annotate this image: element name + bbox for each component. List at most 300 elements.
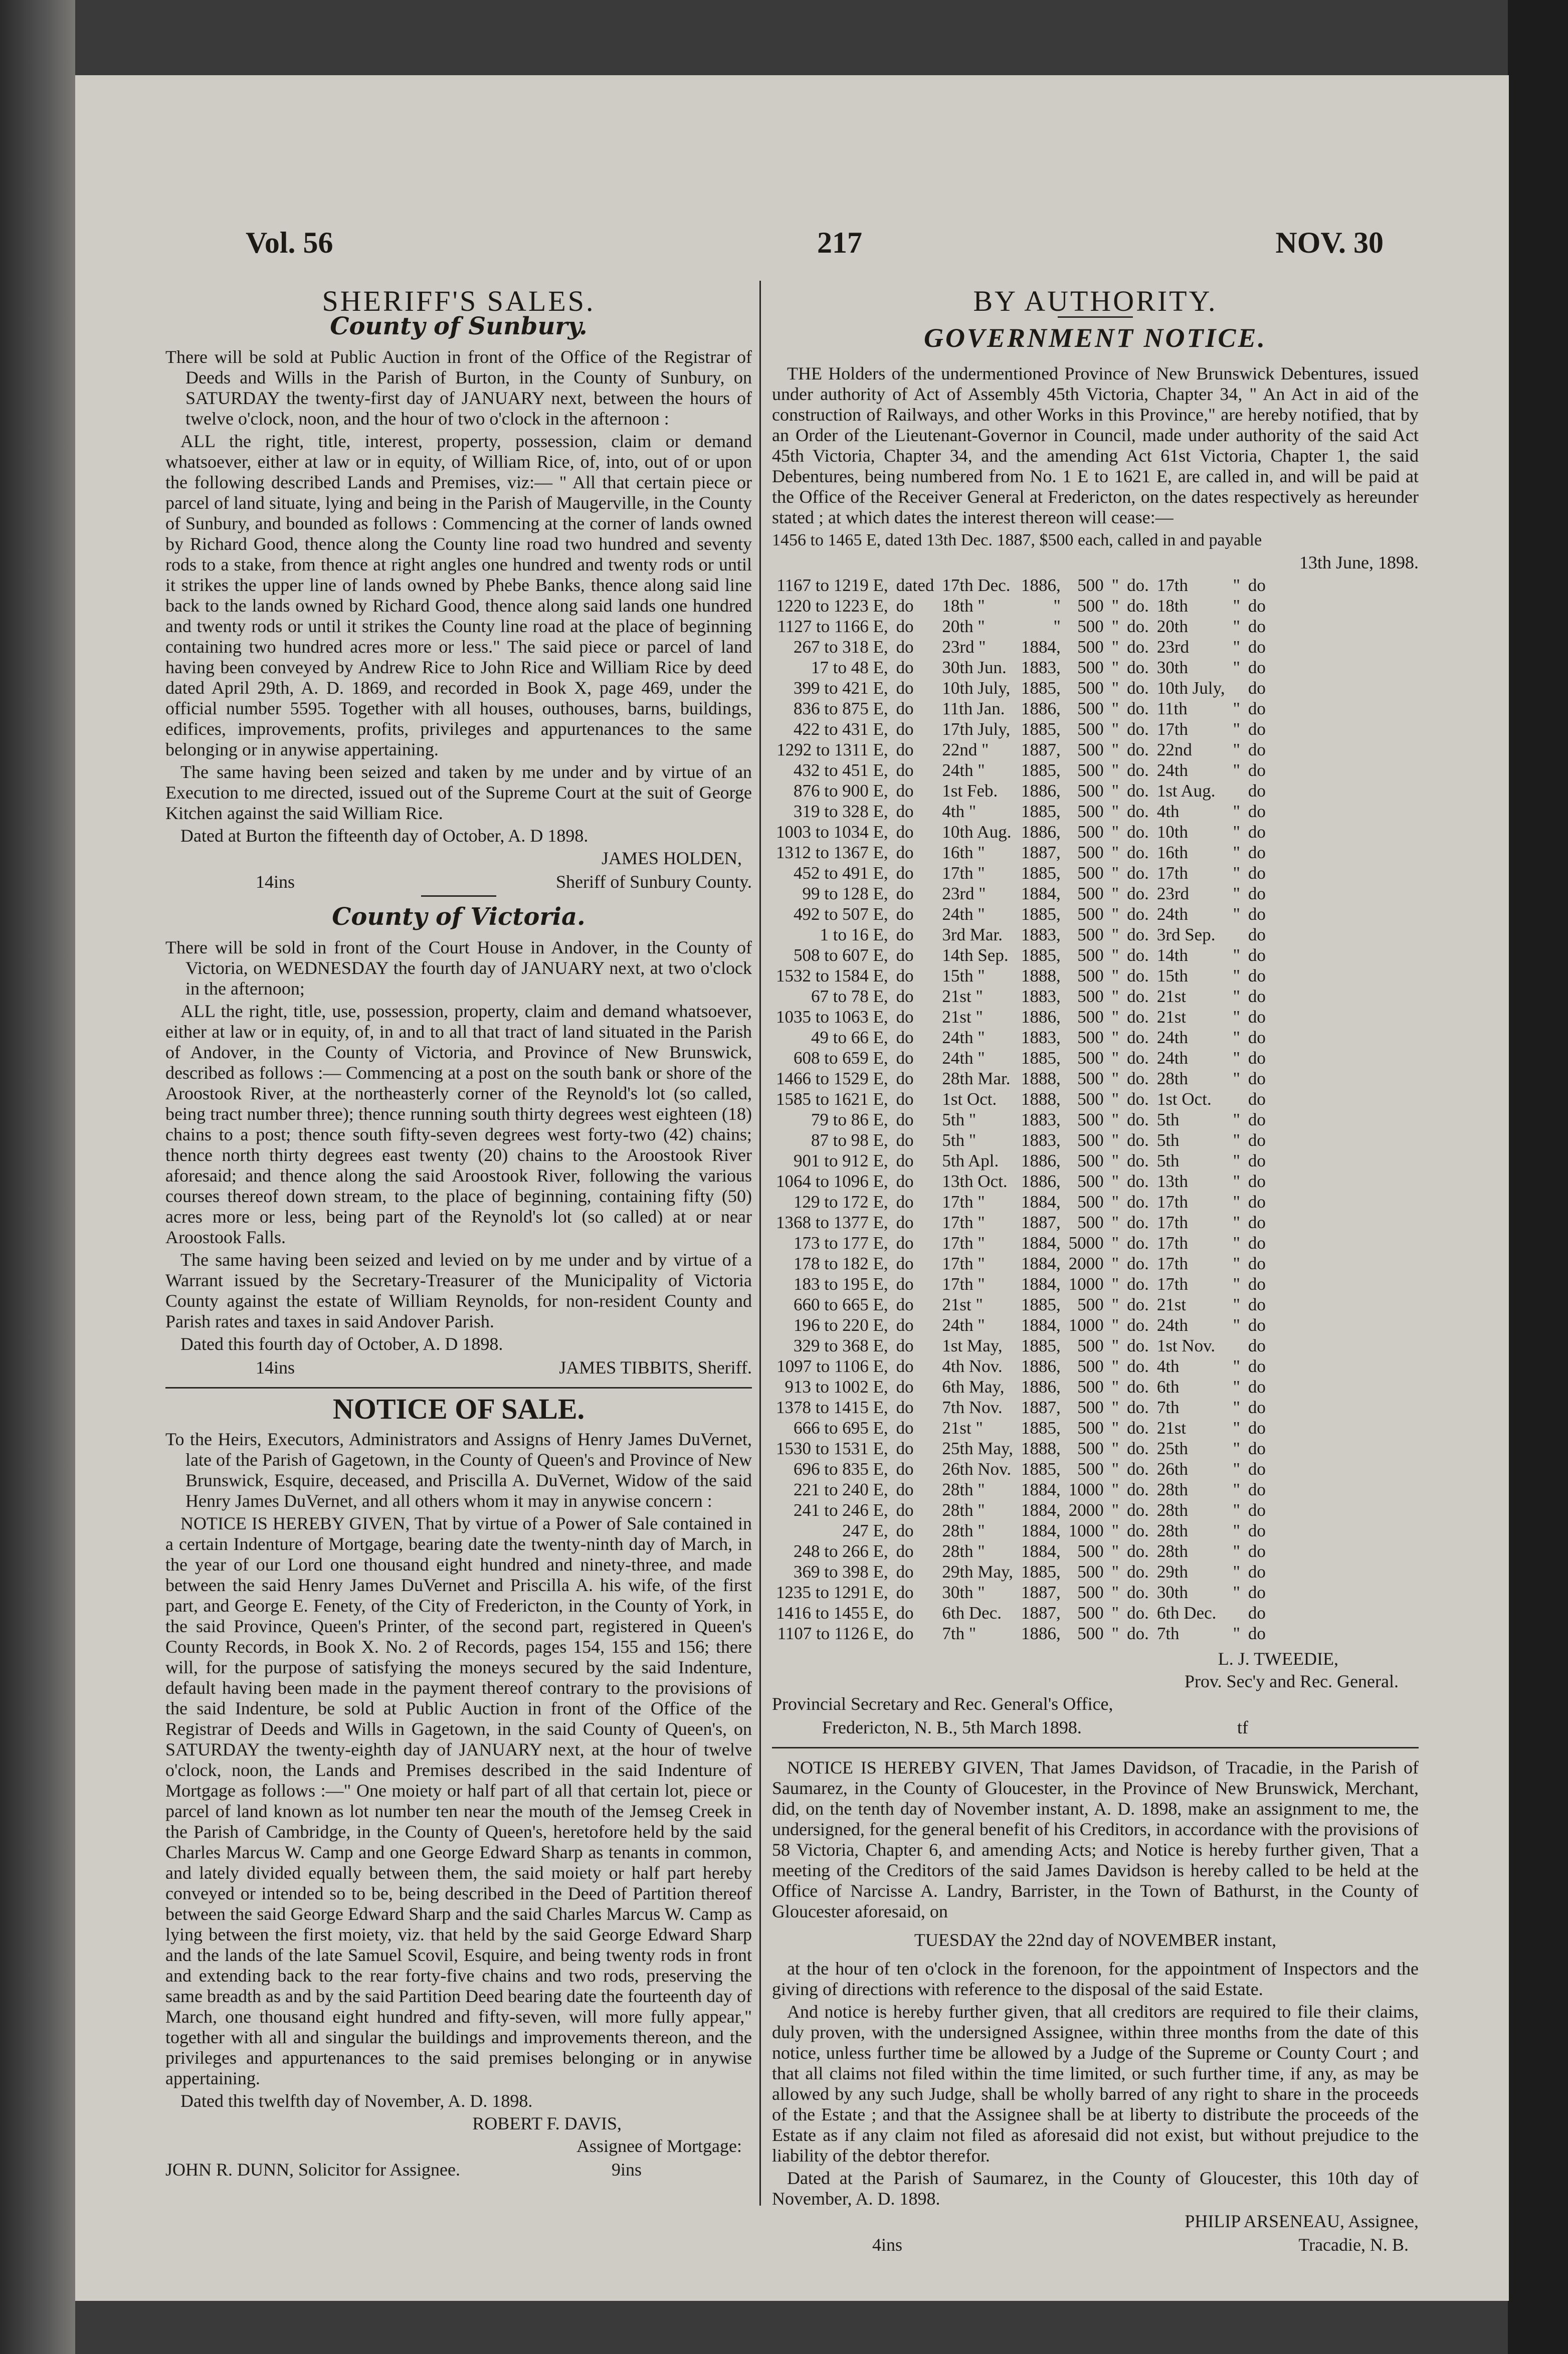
debenture-cell: 1885, <box>1021 1048 1061 1068</box>
debenture-cell: do. <box>1127 1500 1149 1520</box>
debenture-cell: do <box>896 822 914 842</box>
notice-of-sale-ins: 9ins <box>611 2160 642 2180</box>
debenture-cell: 21st " <box>942 1418 983 1438</box>
debenture-cell: 23rd " <box>942 884 986 903</box>
debenture-cell: 22nd <box>1156 740 1192 759</box>
debenture-cell: 1466 to 1529 E, <box>776 1069 888 1088</box>
debenture-row <box>772 596 1270 616</box>
debenture-cell: " <box>1111 1171 1119 1191</box>
debenture-cell: 79 to 86 E, <box>811 1110 888 1129</box>
debenture-row <box>772 1130 1270 1150</box>
debenture-cell: 876 to 900 E, <box>794 781 888 801</box>
debenture-cell: 1883, <box>1021 1130 1061 1150</box>
debenture-cell: " <box>1111 1110 1119 1129</box>
office-line-1: Provincial Secretary and Rec. General's Office, <box>772 1694 1113 1714</box>
debenture-row <box>772 1212 1270 1233</box>
debenture-cell: do. <box>1127 843 1149 862</box>
debenture-cell: 24th " <box>942 760 985 780</box>
debenture-cell: " <box>1233 1069 1240 1088</box>
debenture-cell: 24th " <box>942 1315 985 1335</box>
debenture-cell: " <box>1111 1295 1119 1314</box>
debenture-cell: do <box>1248 843 1266 862</box>
debenture-cell: do <box>1248 678 1266 698</box>
debenture-cell: 24th <box>1156 1048 1189 1068</box>
debenture-row <box>772 1459 1270 1479</box>
debenture-cell: do <box>896 1480 914 1499</box>
debenture-cell: " <box>1233 617 1240 636</box>
davis-title: Assignee of Mortgage: <box>576 2136 742 2156</box>
debenture-cell: " <box>1111 1418 1119 1438</box>
debenture-row <box>772 924 1270 945</box>
debenture-cell: 29th May, <box>942 1562 1014 1582</box>
debenture-cell: 13th <box>1156 1171 1189 1191</box>
debenture-cell: do <box>896 781 914 801</box>
debenture-cell: 25th <box>1156 1439 1189 1458</box>
debenture-cell: " <box>1233 1028 1240 1047</box>
debenture-cell: 21st <box>1156 987 1187 1006</box>
debenture-row <box>772 1233 1270 1253</box>
debenture-cell: " <box>1233 1213 1240 1232</box>
debenture-cell: 1885, <box>1021 678 1061 698</box>
debenture-cell: 28th " <box>942 1521 985 1540</box>
debenture-cell: 500 <box>1077 637 1104 657</box>
debenture-cell: 500 <box>1077 1439 1104 1458</box>
debenture-cell: do. <box>1127 1603 1149 1623</box>
debenture-cell: do. <box>1127 1028 1149 1047</box>
debenture-cell: 500 <box>1077 1171 1104 1191</box>
debenture-cell: do <box>896 1562 914 1582</box>
debenture-cell: 7th Nov. <box>942 1398 1003 1417</box>
debenture-cell: 20th " <box>942 617 985 636</box>
debenture-cell: 20th <box>1156 617 1189 636</box>
debenture-cell: 608 to 659 E, <box>794 1048 888 1068</box>
debenture-cell: 1884, <box>1021 1315 1061 1335</box>
debenture-cell: do <box>896 719 914 739</box>
debenture-row <box>772 965 1270 986</box>
debenture-cell: do <box>1248 1110 1266 1129</box>
debenture-cell: 17th <box>1156 575 1189 595</box>
debenture-cell: do. <box>1127 925 1149 944</box>
debenture-cell: " <box>1111 781 1119 801</box>
by-authority-title: BY AUTHORITY. <box>973 285 1218 317</box>
debenture-cell: 1885, <box>1021 760 1061 780</box>
debenture-cell: do <box>896 1048 914 1068</box>
debenture-row <box>772 986 1270 1007</box>
debenture-row <box>772 739 1270 760</box>
debenture-cell: 660 to 665 E, <box>794 1295 888 1314</box>
debenture-cell: 1530 to 1531 E, <box>776 1439 888 1458</box>
debenture-cell: do <box>1248 1418 1266 1438</box>
debenture-cell: " <box>1233 1048 1240 1068</box>
debenture-row <box>772 698 1270 719</box>
debenture-cell: " <box>1111 925 1119 944</box>
debenture-cell: " <box>1111 822 1119 842</box>
debenture-cell: " <box>1111 1274 1119 1294</box>
debenture-cell: " <box>1233 1418 1240 1438</box>
debenture-cell: 24th <box>1156 1315 1189 1335</box>
debenture-cell: 452 to 491 E, <box>794 863 888 883</box>
page-number: 217 <box>817 226 862 259</box>
debenture-cell: do. <box>1127 781 1149 801</box>
debenture-cell: 21st " <box>942 1295 983 1314</box>
debenture-cell: 500 <box>1077 1336 1104 1355</box>
davidson-dated: Dated at the Parish of Saumarez, in the County of Gloucester, this 10th day of November, A. D. 1898. <box>772 2168 1419 2209</box>
debenture-row <box>772 883 1270 904</box>
debenture-cell: 500 <box>1077 1048 1104 1068</box>
debenture-cell: 1220 to 1223 E, <box>776 596 888 616</box>
debenture-cell: do <box>896 596 914 616</box>
debenture-cell: do <box>1248 1295 1266 1314</box>
debenture-cell: 913 to 1002 E, <box>785 1377 888 1397</box>
debenture-cell: do <box>1248 904 1266 924</box>
debenture-cell: 1292 to 1311 E, <box>776 740 888 759</box>
debenture-cell: " <box>1233 1624 1240 1643</box>
debenture-cell: do. <box>1127 987 1149 1006</box>
debenture-cell: 1884, <box>1021 1500 1061 1520</box>
debenture-cell: " <box>1111 1398 1119 1417</box>
left-column <box>165 276 762 2256</box>
debenture-cell: 28th <box>1156 1480 1189 1499</box>
debenture-cell: " <box>1111 1336 1119 1355</box>
debenture-cell: " <box>1111 678 1119 698</box>
debenture-cell: " <box>1111 575 1119 595</box>
debenture-cell: do. <box>1127 719 1149 739</box>
sunbury-signoff <box>165 872 752 892</box>
debenture-cell: " <box>1053 617 1061 636</box>
debenture-row <box>772 863 1270 883</box>
debenture-cell: 500 <box>1077 966 1104 986</box>
debenture-cell: " <box>1111 596 1119 616</box>
debenture-cell: " <box>1233 1295 1240 1314</box>
debenture-cell: 1167 to 1219 E, <box>776 575 888 595</box>
debenture-row <box>772 1192 1270 1212</box>
debenture-cell: do <box>1248 1562 1266 1582</box>
debenture-cell: 500 <box>1077 1398 1104 1417</box>
debenture-cell: 500 <box>1077 1603 1104 1623</box>
debenture-row <box>772 1438 1270 1459</box>
debenture-cell: 1885, <box>1021 1336 1061 1355</box>
debenture-cell: do. <box>1127 1377 1149 1397</box>
debenture-cell: 3rd Mar. <box>942 925 1003 944</box>
debenture-cell: do <box>896 1439 914 1458</box>
debenture-cell: " <box>1233 1480 1240 1499</box>
debenture-cell: " <box>1233 822 1240 842</box>
debenture-cell: 508 to 607 E, <box>794 945 888 965</box>
debenture-cell: do. <box>1127 1583 1149 1602</box>
debenture-cell: do <box>896 802 914 821</box>
debenture-cell: do <box>1248 719 1266 739</box>
debenture-cell: do. <box>1127 575 1149 595</box>
debenture-cell: 2000 <box>1068 1500 1104 1520</box>
debenture-cell: 21st " <box>942 987 983 1006</box>
debenture-cell: 6th Dec. <box>1156 1603 1217 1623</box>
debenture-cell: 1885, <box>1021 1295 1061 1314</box>
tweedie-signature: L. J. TWEEDIE, <box>1218 1649 1338 1669</box>
debenture-row <box>772 1274 1270 1294</box>
debenture-cell: do <box>896 1624 914 1643</box>
debenture-row <box>772 719 1270 739</box>
debenture-cell: do. <box>1127 863 1149 883</box>
debenture-row <box>772 1109 1270 1130</box>
scan-edge <box>1508 0 1568 2354</box>
debenture-cell: " <box>1233 719 1240 739</box>
debenture-cell: 1884, <box>1021 1480 1061 1499</box>
debenture-cell: do <box>1248 1171 1266 1191</box>
debenture-cell: 17th " <box>942 863 985 883</box>
debenture-cell: do <box>1248 1028 1266 1047</box>
debenture-cell: " <box>1053 596 1061 616</box>
debenture-cell: " <box>1111 1459 1119 1479</box>
debenture-cell: " <box>1111 1624 1119 1643</box>
notice-of-sale-heading: NOTICE OF SALE. <box>332 1393 585 1425</box>
office-tf: tf <box>1237 1717 1248 1737</box>
debenture-row <box>772 1315 1270 1335</box>
debenture-cell: 500 <box>1077 945 1104 965</box>
debenture-row <box>772 1150 1270 1171</box>
debenture-cell: do <box>896 1500 914 1520</box>
debenture-cell: 17th <box>1156 1213 1189 1232</box>
debenture-cell: 500 <box>1077 1541 1104 1561</box>
davidson-claims: And notice is hereby further given, that all creditors are required to file their claims, duly proven, with the undersigned Assignee, within three months from the date of this notice, unless further time be allowed by a Judge of the Supreme or County Court ; and that all claims not filed within the time limited, or such further time, if any, as may be allowed by any such Judge, shall be wholly barred of any right to share in the proceeds of the Estate ; and that the Assignee shall be at liberty to distribute the proceeds of the Estate as if any claim not filed as aforesaid did not exist, but without prejudice to the liability of the debtor therefor. <box>772 2002 1419 2166</box>
debenture-cell: do <box>896 1192 914 1212</box>
debenture-cell: do <box>896 1233 914 1253</box>
debenture-cell: " <box>1233 1007 1240 1027</box>
debenture-cell: " <box>1111 1377 1119 1397</box>
debenture-cell: 17th July, <box>942 719 1011 739</box>
debenture-row <box>772 1253 1270 1274</box>
sunbury-signature: JAMES HOLDEN, <box>601 848 742 868</box>
debenture-row <box>772 1027 1270 1048</box>
debenture-cell: " <box>1233 1398 1240 1417</box>
debenture-cell: 1887, <box>1021 1583 1061 1602</box>
debenture-cell: do <box>1248 575 1266 595</box>
debenture-cell: 87 to 98 E, <box>811 1130 888 1150</box>
debenture-cell: do <box>896 1459 914 1479</box>
debenture-cell: do <box>1248 699 1266 718</box>
debenture-cell: 221 to 240 E, <box>794 1480 888 1499</box>
debenture-cell: 17th " <box>942 1192 985 1212</box>
debenture-cell: do <box>896 760 914 780</box>
debenture-cell: 500 <box>1077 781 1104 801</box>
debenture-cell: 17th <box>1156 863 1189 883</box>
tweedie-title: Prov. Sec'y and Rec. General. <box>1184 1671 1399 1691</box>
debenture-cell: do. <box>1127 1171 1149 1191</box>
debenture-cell: 30th <box>1156 658 1189 677</box>
debenture-cell: do <box>896 617 914 636</box>
debenture-table <box>772 575 1270 1644</box>
debenture-cell: " <box>1111 658 1119 677</box>
debenture-cell: 67 to 78 E, <box>811 987 888 1006</box>
debenture-cell: 6th <box>1156 1377 1180 1397</box>
debenture-cell: 329 to 368 E, <box>794 1336 888 1355</box>
debenture-cell: " <box>1111 1562 1119 1582</box>
debenture-cell: " <box>1111 1028 1119 1047</box>
debenture-cell: 500 <box>1077 1562 1104 1582</box>
debenture-cell: 1884, <box>1021 1192 1061 1212</box>
debenture-row <box>772 575 1270 596</box>
debenture-cell: " <box>1111 1048 1119 1068</box>
debenture-cell: 17th " <box>942 1233 985 1253</box>
debenture-cell: do <box>896 1295 914 1314</box>
debenture-row <box>772 1541 1270 1561</box>
debenture-cell: do. <box>1127 1151 1149 1170</box>
debenture-cell: 1003 to 1034 E, <box>776 822 888 842</box>
debenture-cell: do <box>1248 596 1266 616</box>
debenture-cell: 247 E, <box>842 1521 888 1540</box>
page-header <box>165 226 1414 276</box>
debenture-cell: 5th <box>1156 1151 1180 1170</box>
debenture-cell: do. <box>1127 1295 1149 1314</box>
debenture-row <box>772 780 1270 801</box>
debenture-cell: do. <box>1127 760 1149 780</box>
debenture-cell: do. <box>1127 1192 1149 1212</box>
debenture-cell: 17th " <box>942 1274 985 1294</box>
debenture-cell: 1886, <box>1021 575 1061 595</box>
debenture-row <box>772 616 1270 637</box>
debenture-cell: 1884, <box>1021 1274 1061 1294</box>
debenture-cell: 500 <box>1077 1377 1104 1397</box>
debenture-cell: do. <box>1127 904 1149 924</box>
debenture-cell: do <box>896 678 914 698</box>
arseneau-signature: PHILIP ARSENEAU, Assignee, <box>1185 2211 1419 2231</box>
debenture-cell: 500 <box>1077 884 1104 903</box>
debenture-cell <box>1229 924 1244 945</box>
debenture-cell: 28th <box>1156 1069 1189 1088</box>
debenture-cell: 22nd " <box>942 740 989 759</box>
debenture-row <box>772 760 1270 780</box>
debenture-cell: do <box>1248 740 1266 759</box>
debenture-cell: 28th Mar. <box>942 1069 1011 1088</box>
debenture-cell: do. <box>1127 822 1149 842</box>
debenture-cell: " <box>1233 1500 1240 1520</box>
debenture-cell: 21st <box>1156 1418 1187 1438</box>
debenture-cell: 17th Dec. <box>942 575 1011 595</box>
debenture-cell: 399 to 421 E, <box>794 678 888 698</box>
debenture-cell: 1312 to 1367 E, <box>776 843 888 862</box>
debenture-cell: do <box>896 1007 914 1027</box>
debenture-cell: 1885, <box>1021 1459 1061 1479</box>
debenture-cell: " <box>1233 945 1240 965</box>
debenture-first-date: 13th June, 1898. <box>1299 552 1419 572</box>
debenture-cell: do <box>896 1356 914 1376</box>
debenture-cell: 500 <box>1077 699 1104 718</box>
debenture-cell: 1885, <box>1021 904 1061 924</box>
debenture-row <box>772 1603 1270 1623</box>
office-line-2-row <box>772 1717 1419 1738</box>
debenture-cell: do <box>896 1377 914 1397</box>
debenture-cell: " <box>1233 740 1240 759</box>
debenture-cell: 500 <box>1077 1192 1104 1212</box>
debenture-cell: do <box>1248 1624 1266 1643</box>
debenture-cell: 1883, <box>1021 987 1061 1006</box>
debenture-cell: " <box>1233 1130 1240 1150</box>
debenture-cell: 49 to 66 E, <box>811 1028 888 1047</box>
victoria-intro: There will be sold in front of the Court House in Andover, in the County of Victoria, on WEDNESDAY the fourth day of JANUARY next, at two o'clock in the afternoon; <box>165 937 752 999</box>
debenture-cell: 21st " <box>942 1007 983 1027</box>
debenture-cell: do. <box>1127 802 1149 821</box>
debenture-cell: 23rd <box>1156 884 1189 903</box>
notice-of-sale-dated: Dated this twelfth day of November, A. D. 1898. <box>180 2091 533 2111</box>
debenture-cell: do. <box>1127 658 1149 677</box>
victoria-heading: County of Victoria. <box>332 903 585 931</box>
sunbury-ins: 14ins <box>256 872 295 892</box>
debenture-cell: " <box>1233 1541 1240 1561</box>
debenture-cell: " <box>1111 945 1119 965</box>
debenture-cell: " <box>1111 1521 1119 1540</box>
debenture-cell: 24th " <box>942 1028 985 1047</box>
debenture-cell: " <box>1111 1233 1119 1253</box>
debenture-cell: do <box>1248 987 1266 1006</box>
debenture-cell: 5000 <box>1068 1233 1104 1253</box>
debenture-cell: do. <box>1127 1624 1149 1643</box>
arseneau-place: Tracadie, N. B. <box>1298 2235 1409 2255</box>
debenture-cell: do <box>1248 1439 1266 1458</box>
debenture-cell: " <box>1111 1130 1119 1150</box>
debenture-row <box>772 904 1270 924</box>
debenture-cell: 500 <box>1077 904 1104 924</box>
debenture-cell: do. <box>1127 1459 1149 1479</box>
debenture-row <box>772 1561 1270 1582</box>
debenture-cell: do <box>1248 1377 1266 1397</box>
debenture-cell: do <box>896 1028 914 1047</box>
debenture-cell: 15th " <box>942 966 985 986</box>
davidson-ins: 4ins <box>872 2235 903 2255</box>
debenture-cell: " <box>1111 802 1119 821</box>
sunbury-sheriff-title: Sheriff of Sunbury County. <box>556 872 752 892</box>
debenture-cell: 26th Nov. <box>942 1459 1012 1479</box>
debenture-cell: do <box>896 740 914 759</box>
debenture-cell: 14th Sep. <box>942 945 1009 965</box>
issue-date: NOV. 30 <box>1275 226 1384 259</box>
debenture-cell: 1064 to 1096 E, <box>776 1171 888 1191</box>
debenture-cell: " <box>1111 1151 1119 1170</box>
debenture-cell: 17th " <box>942 1213 985 1232</box>
debenture-cell: 10th Aug. <box>942 822 1012 842</box>
debenture-cell: 26th <box>1156 1459 1189 1479</box>
debenture-cell: " <box>1111 1007 1119 1027</box>
debenture-cell: 28th <box>1156 1541 1189 1561</box>
debenture-cell: 500 <box>1077 1356 1104 1376</box>
debenture-cell: do <box>896 1603 914 1623</box>
debenture-cell: 241 to 246 E, <box>794 1500 888 1520</box>
debenture-cell: do. <box>1127 1315 1149 1335</box>
debenture-cell: 500 <box>1077 1007 1104 1027</box>
debenture-cell: " <box>1111 904 1119 924</box>
debenture-row <box>772 945 1270 965</box>
debenture-cell: " <box>1233 863 1240 883</box>
debenture-cell: do. <box>1127 1213 1149 1232</box>
debenture-cell: do <box>896 987 914 1006</box>
debenture-cell: 500 <box>1077 740 1104 759</box>
debenture-cell: 13th Oct. <box>942 1171 1008 1191</box>
debenture-cell: 1886, <box>1021 781 1061 801</box>
debenture-cell: do <box>896 1274 914 1294</box>
meeting-date: TUESDAY the 22nd day of NOVEMBER instant, <box>914 1930 1277 1950</box>
debenture-cell: 173 to 177 E, <box>794 1233 888 1253</box>
victoria-seizure: The same having been seized and levied on by me under and by virtue of a Warrant issued by the Secretary-Treasurer of the Municipality of Victoria County against the estate of William Reynolds, for non-resident County and Parish rates and taxes in said Andover Parish. <box>165 1250 752 1331</box>
debenture-cell: 4th " <box>942 802 976 821</box>
debenture-cell: 500 <box>1077 1151 1104 1170</box>
debenture-cell: do <box>1248 1130 1266 1150</box>
debenture-cell: 422 to 431 E, <box>794 719 888 739</box>
debenture-cell: 1035 to 1063 E, <box>776 1007 888 1027</box>
debenture-cell: 500 <box>1077 1624 1104 1643</box>
debenture-cell: 1235 to 1291 E, <box>776 1583 888 1602</box>
debenture-row <box>772 1418 1270 1438</box>
debenture-cell: 3rd Sep. <box>1156 925 1216 944</box>
debenture-cell: 24th " <box>942 904 985 924</box>
debenture-cell: do <box>1248 945 1266 965</box>
